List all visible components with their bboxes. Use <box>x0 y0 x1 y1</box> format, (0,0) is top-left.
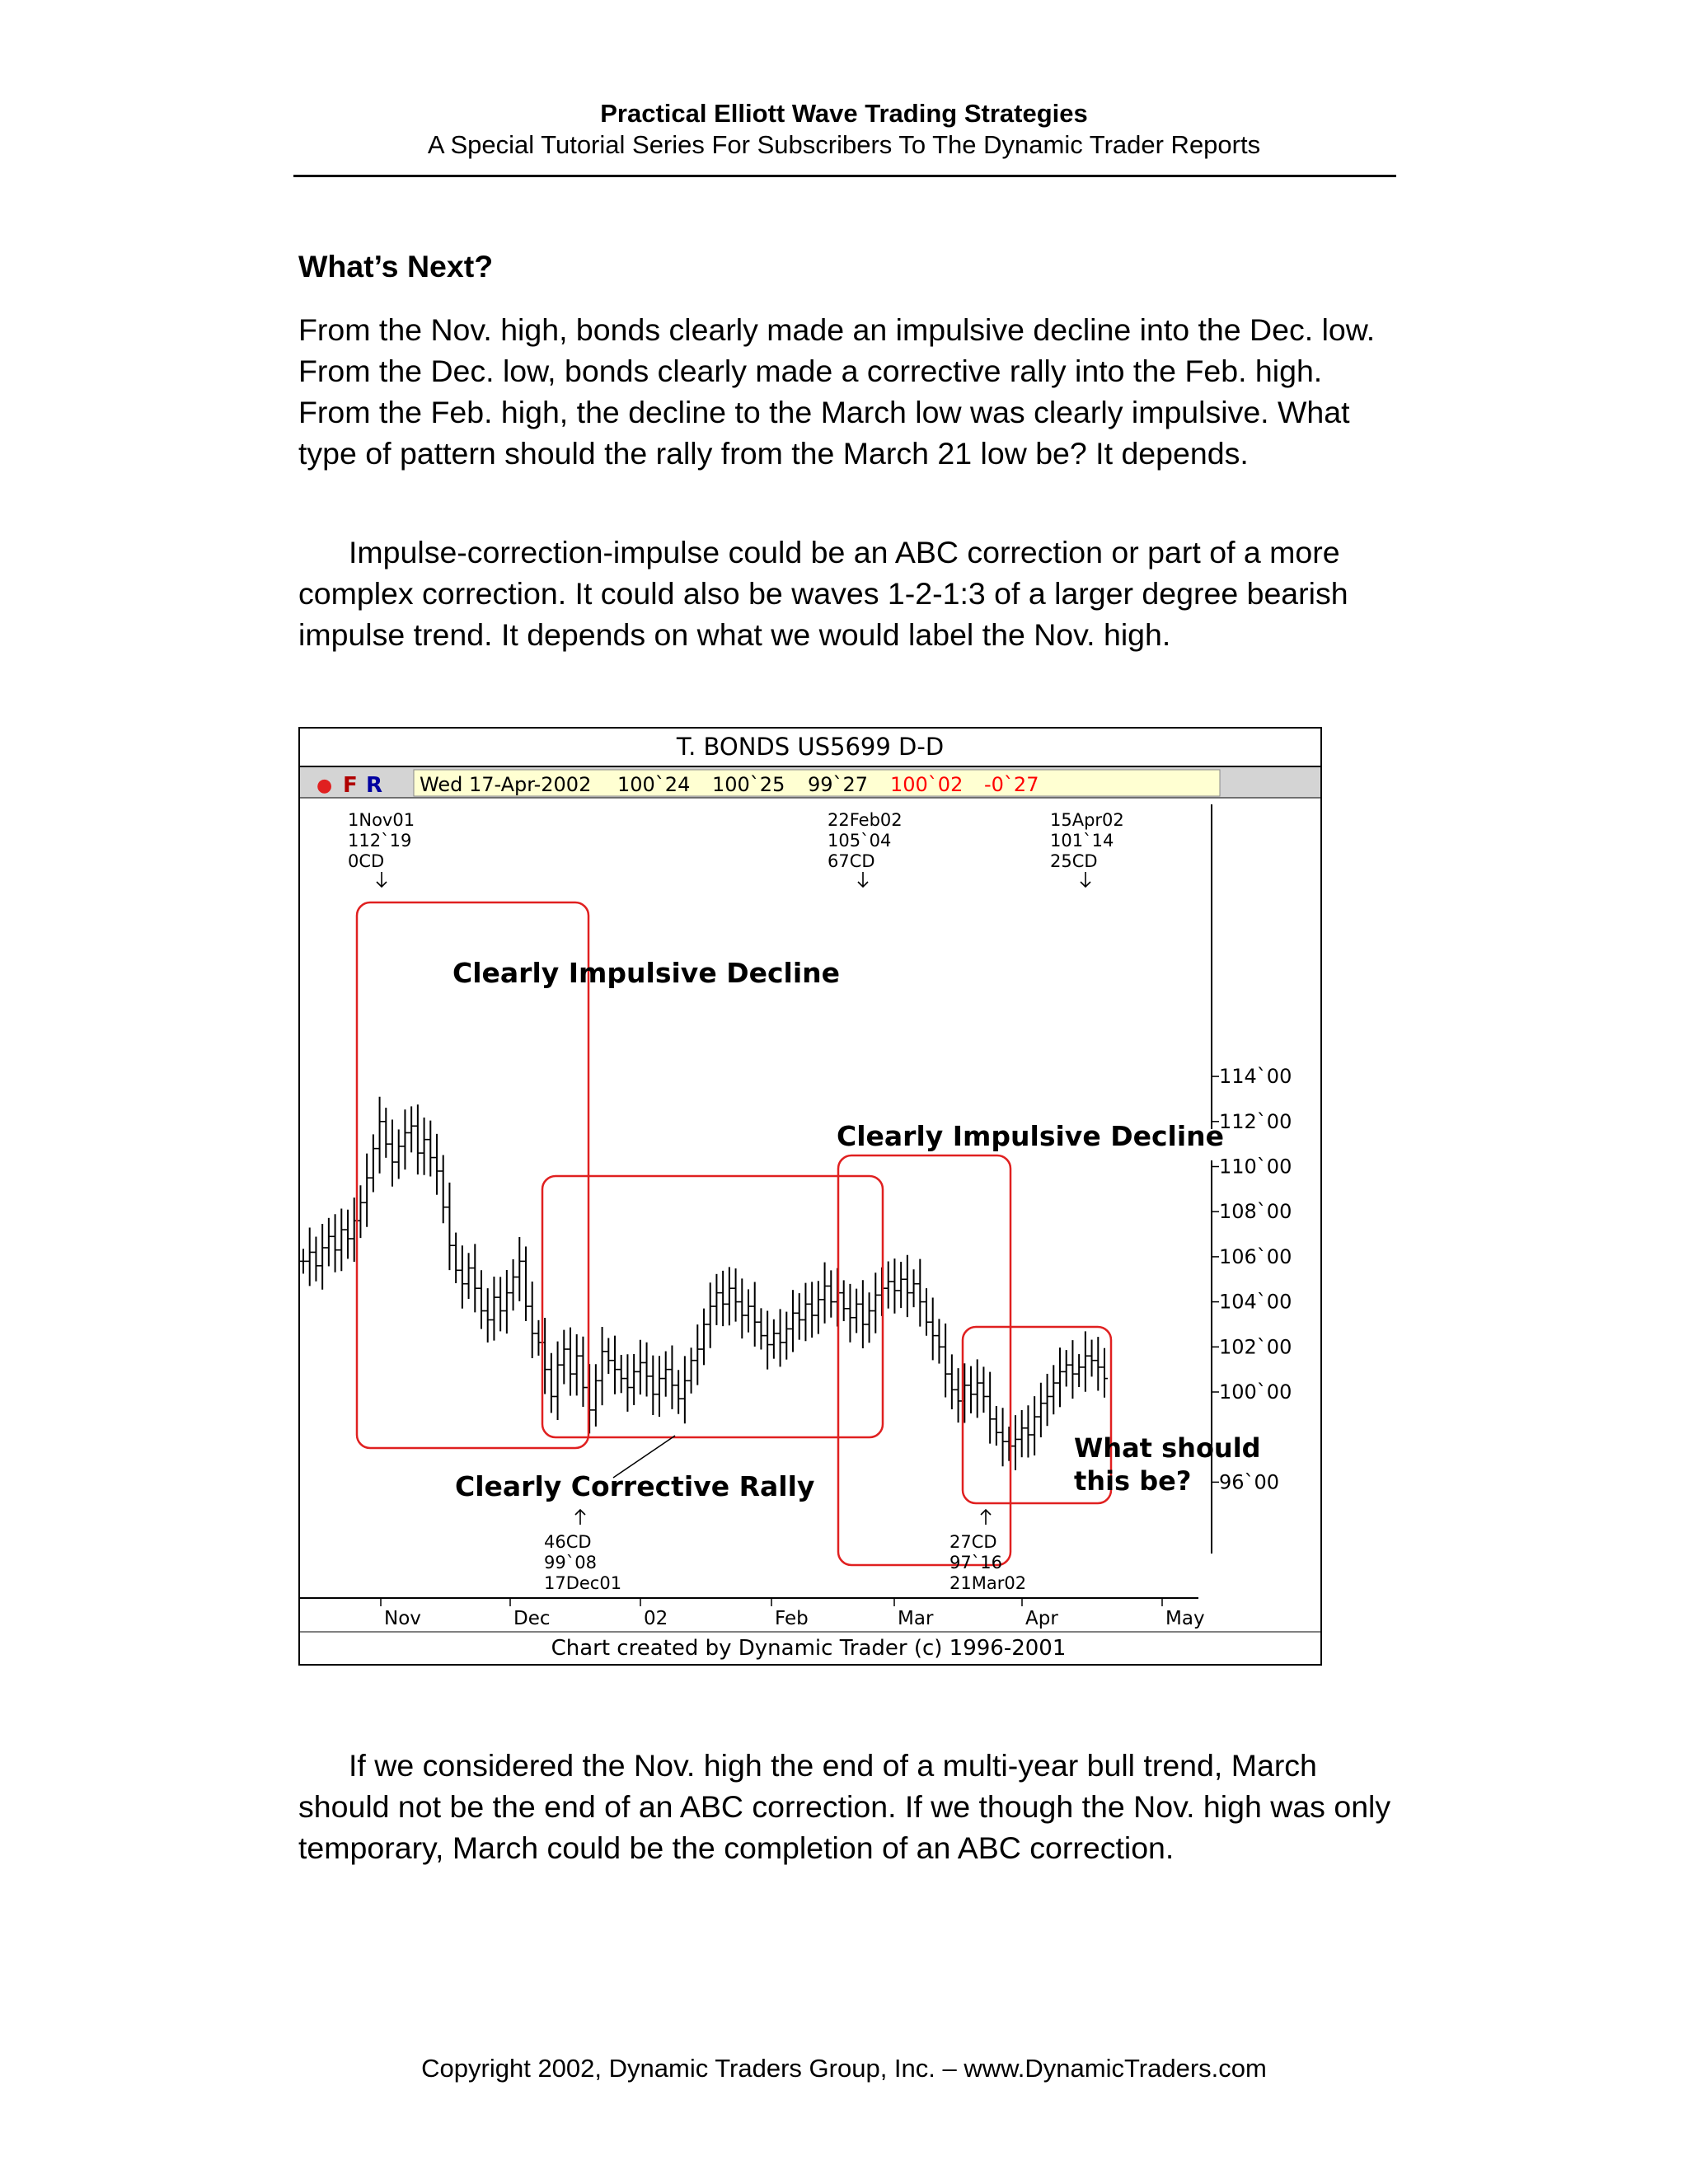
paragraph-1: From the Nov. high, bonds clearly made an impulsive decline into the Dec. low. From the Dec. low, bonds clearly made a corrective rally into the Feb. high. From the Feb. high, the decline to the March low was clearly impulsive. What type of pattern should the rally from the March 21 low be? It depends. <box>298 312 1376 471</box>
price-tick-label: 104`00 <box>1219 1290 1292 1314</box>
chart-credit: Chart created by Dynamic Trader (c) 1996-2001 <box>551 1636 1067 1661</box>
marker-feb-high-count: 67CD <box>828 851 875 871</box>
header-rule <box>293 175 1396 177</box>
marker-dec-low-price: 99`08 <box>544 1553 597 1572</box>
marker-apr-high-date: 15Apr02 <box>1050 810 1124 830</box>
marker-dec-low-date: 17Dec01 <box>544 1573 622 1593</box>
section-heading: What’s Next? <box>298 249 494 284</box>
marker-feb-high-price: 105`04 <box>828 831 892 851</box>
annotation-corrective-rally: Clearly Corrective Rally <box>455 1470 815 1502</box>
annotation-question-line-1: What should <box>1074 1432 1261 1464</box>
quote-close: 100`02 <box>890 773 964 796</box>
annotation-impulsive-decline-2: Clearly Impulsive Decline <box>837 1120 1225 1152</box>
annotation-question-line-2: this be? <box>1074 1465 1192 1497</box>
chart-border <box>299 728 1321 1665</box>
marker-dec-low-count: 46CD <box>544 1532 592 1552</box>
marker-nov-high-count: 0CD <box>348 851 385 871</box>
time-tick-label: Dec <box>513 1608 551 1629</box>
marker-mar-low-count: 27CD <box>950 1532 997 1552</box>
status-bullet: ● <box>316 776 333 796</box>
price-tick-label: 102`00 <box>1219 1335 1292 1359</box>
time-tick-label: May <box>1165 1608 1205 1629</box>
page-footer: Copyright 2002, Dynamic Traders Group, Inc. – www.DynamicTraders.com <box>421 2054 1267 2083</box>
price-tick-label: 100`00 <box>1219 1380 1292 1404</box>
price-tick-label: 106`00 <box>1219 1244 1292 1268</box>
paragraph-3: If we considered the Nov. high the end of a multi-year bull trend, March should not be the end of an ABC correction. If we though the Nov. high was only temporary, March could be the completion of an ABC correction. <box>298 1748 1391 1865</box>
marker-apr-high-price: 101`14 <box>1050 831 1114 851</box>
quote-date: Wed 17-Apr-2002 <box>420 773 592 796</box>
price-tick-label: 108`00 <box>1219 1200 1292 1224</box>
toolbar-f-button[interactable]: F <box>343 773 358 798</box>
time-tick-label: Apr <box>1025 1608 1058 1629</box>
marker-mar-low-date: 21Mar02 <box>950 1573 1027 1593</box>
paragraph-2: Impulse-correction-impulse could be an ABC correction or part of a more complex correction. It could also be waves 1-2-1:3 of a larger degree bearish impulse trend. It depends on what we would label the Nov. high. <box>298 535 1348 652</box>
price-tick-label: 112`00 <box>1219 1109 1292 1133</box>
quote-high: 100`25 <box>712 773 785 796</box>
time-tick-label: Nov <box>384 1608 421 1629</box>
time-tick-label: 02 <box>644 1608 668 1629</box>
price-tick-label: 96`00 <box>1219 1470 1280 1494</box>
marker-mar-low-price: 97`16 <box>950 1553 1002 1572</box>
running-header-subtitle: A Special Tutorial Series For Subscribers To The Dynamic Trader Reports <box>427 130 1261 159</box>
annotation-impulsive-decline-1: Clearly Impulsive Decline <box>452 957 841 989</box>
price-tick-label: 110`00 <box>1219 1155 1292 1179</box>
time-tick-label: Mar <box>898 1608 934 1629</box>
marker-nov-high-date: 1Nov01 <box>348 810 415 830</box>
running-header-title: Practical Elliott Wave Trading Strategies <box>600 99 1088 128</box>
price-tick-label: 114`00 <box>1219 1065 1292 1089</box>
marker-apr-high-count: 25CD <box>1050 851 1098 871</box>
price-chart <box>298 727 1322 1666</box>
marker-feb-high-date: 22Feb02 <box>828 810 903 830</box>
chart-title: T. BONDS US5699 D-D <box>676 733 945 761</box>
time-tick-label: Feb <box>775 1608 809 1629</box>
quote-open: 100`24 <box>617 773 691 796</box>
toolbar-r-button[interactable]: R <box>366 773 383 798</box>
marker-nov-high-price: 112`19 <box>348 831 412 851</box>
quote-change: -0`27 <box>984 773 1039 796</box>
quote-low: 99`27 <box>808 773 869 796</box>
